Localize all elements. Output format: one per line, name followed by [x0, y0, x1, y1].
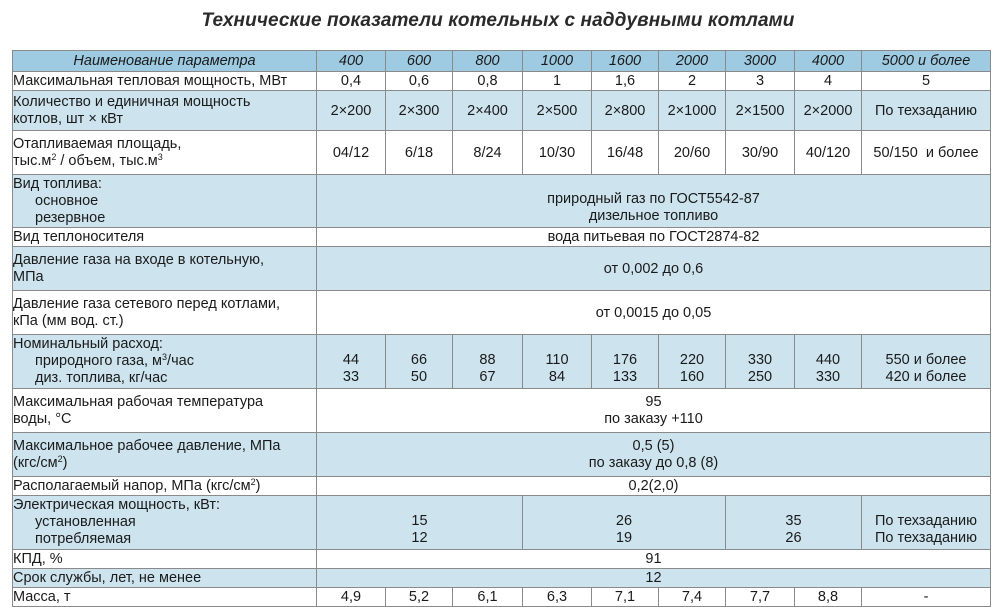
cell-line: по заказу до 0,8 (8): [588, 454, 719, 471]
cell: 4: [795, 72, 862, 91]
cell: 2×300: [386, 91, 453, 131]
row-label-line: [13, 455, 316, 472]
cell-line: 84: [548, 368, 566, 385]
row-label: [13, 291, 317, 335]
cell-line: 250: [747, 368, 773, 385]
table-row-power: [13, 72, 991, 91]
cell-line: 110: [545, 351, 569, 368]
row-label-line: Максимальное рабочее давление, МПа: [13, 437, 281, 454]
row-label-line: Давление газа на входе в котельную,: [13, 251, 265, 268]
cell: 10/30: [523, 131, 592, 175]
cell-line: природный газ по ГОСТ5542-87: [547, 191, 760, 207]
header-col: 800: [453, 51, 523, 72]
cell: [317, 335, 386, 389]
header-col: 3000: [726, 51, 795, 72]
cell: 0,8: [453, 72, 523, 91]
cell-line: 26: [785, 529, 802, 546]
merged-cell: [317, 496, 523, 550]
row-label: [13, 477, 317, 496]
row-label: Срок службы, лет, не менее: [13, 569, 317, 588]
cell: 20/60: [659, 131, 726, 175]
cell: 5: [862, 72, 991, 91]
merged-cell: [317, 175, 991, 228]
cell: 2×400: [453, 91, 523, 131]
cell-line: 50: [410, 368, 428, 385]
merged-cell: 12: [317, 569, 991, 588]
superscript: 2: [57, 453, 63, 464]
cell-line: 176: [612, 351, 638, 368]
row-label: КПД, %: [13, 550, 317, 569]
cell: [523, 335, 592, 389]
row-label-line: кПа (мм вод. ст.): [13, 312, 124, 329]
header-col: 1600: [592, 51, 659, 72]
cell-line: 26: [615, 512, 633, 529]
cell: 5,2: [386, 588, 453, 607]
label-part: / объем, тыс.м: [56, 152, 158, 169]
table-row-service: [13, 569, 991, 588]
cell: 8/24: [453, 131, 523, 175]
label-part: (кгс/см: [13, 454, 58, 471]
row-label-line: [13, 353, 316, 370]
row-label: [13, 496, 317, 550]
row-label: [13, 433, 317, 477]
cell: 4,9: [317, 588, 386, 607]
header-col: 1000: [523, 51, 592, 72]
cell: 7,1: [592, 588, 659, 607]
cell: 1,6: [592, 72, 659, 91]
cell: [592, 335, 659, 389]
row-label-line: воды, °С: [13, 410, 72, 427]
row-label: [13, 131, 317, 175]
table-row-gas-in: [13, 247, 991, 291]
cell-line: 33: [342, 368, 360, 385]
header-col: 400: [317, 51, 386, 72]
table-row-temp: [13, 389, 991, 433]
cell-line: 330: [747, 351, 773, 368]
cell: [659, 335, 726, 389]
cell: 8,8: [795, 588, 862, 607]
table-row-efficiency: [13, 550, 991, 569]
header-param: Наименование параметра: [13, 51, 317, 72]
row-label-line: Вид топлива:: [13, 175, 102, 192]
cell: 50/150 и более: [862, 131, 991, 175]
row-label-line: Давление газа сетевого перед котлами,: [13, 295, 281, 312]
row-label: [13, 389, 317, 433]
row-label-line: МПа: [13, 268, 44, 285]
cell: 7,4: [659, 588, 726, 607]
cell: 6,1: [453, 588, 523, 607]
cell-line: 15: [411, 512, 428, 529]
merged-cell: от 0,0015 до 0,05: [317, 291, 991, 335]
cell: 16/48: [592, 131, 659, 175]
cell: 2×2000: [795, 91, 862, 131]
cell-line: 440: [815, 351, 841, 368]
cell: [453, 335, 523, 389]
label-part: ): [255, 478, 261, 494]
cell: 2×1500: [726, 91, 795, 131]
cell: 30/90: [726, 131, 795, 175]
cell: [386, 335, 453, 389]
merged-cell: [317, 389, 991, 433]
label-part: тыс.м: [13, 152, 52, 169]
spec-table: [12, 50, 991, 607]
cell: 04/12: [317, 131, 386, 175]
merged-cell: вода питьевая по ГОСТ2874-82: [317, 228, 991, 247]
row-label-line: установленная: [35, 514, 136, 530]
row-label-line: Электрическая мощность, кВт:: [13, 497, 220, 513]
table-row-electric: [13, 496, 991, 550]
row-label-line: Максимальная рабочая температура: [13, 393, 264, 410]
cell-line: 160: [679, 368, 705, 385]
merged-cell: 0,2(2,0): [317, 477, 991, 496]
merged-cell: [523, 496, 726, 550]
label-part: Располагаемый напор, МПа (кгс/см: [13, 478, 251, 494]
superscript: 3: [162, 352, 168, 362]
page-title: Технические показатели котельных с наддувными котлами: [201, 10, 795, 31]
merged-cell: 91: [317, 550, 991, 569]
superscript: 3: [157, 151, 163, 162]
cell-line: по заказу +110: [604, 410, 703, 427]
row-label: Вид теплоносителя: [13, 228, 317, 247]
header-col: 4000: [795, 51, 862, 72]
cell-line: 35: [785, 512, 802, 529]
table-row-area: [13, 131, 991, 175]
table-row-gas-net: [13, 291, 991, 335]
cell: 2×1000: [659, 91, 726, 131]
cell-line: 88: [479, 351, 496, 368]
row-label: [13, 175, 317, 228]
row-label-line: Количество и единичная мощность: [13, 93, 251, 110]
table-row-boilers: [13, 91, 991, 131]
cell-line: 95: [645, 393, 662, 410]
cell: 7,7: [726, 588, 795, 607]
table-row-consumption: [13, 335, 991, 389]
header-col: 5000 и более: [862, 51, 991, 72]
row-label: [13, 91, 317, 131]
cell-line: 0,5 (5): [632, 437, 675, 454]
row-label-line: [13, 153, 316, 170]
table-row-fuel: [13, 175, 991, 228]
row-label-line: Номинальный расход:: [13, 336, 163, 352]
superscript: 2: [250, 477, 256, 487]
cell-line: По техзаданию: [874, 529, 978, 546]
cell-line: 220: [679, 351, 705, 368]
row-label-line: Отапливаемая площадь,: [13, 135, 182, 152]
cell: 0,6: [386, 72, 453, 91]
cell-line: 67: [479, 368, 496, 385]
cell-line: 420 и более: [885, 368, 967, 385]
row-label-line: резервное: [35, 209, 106, 226]
superscript: 2: [51, 151, 57, 162]
cell-line: По техзаданию: [874, 512, 978, 529]
row-label-line: основное: [35, 192, 99, 209]
label-part: природного газа, м: [35, 353, 163, 369]
cell-line: 330: [815, 368, 841, 385]
label-part: /час: [167, 353, 194, 369]
table-row-mass: [13, 588, 991, 607]
cell-line: 133: [612, 368, 638, 385]
cell: 2×800: [592, 91, 659, 131]
cell: 3: [726, 72, 795, 91]
cell: 6,3: [523, 588, 592, 607]
cell-line: дизельное топливо: [588, 208, 719, 224]
cell: [795, 335, 862, 389]
cell-line: 550 и более: [885, 351, 967, 368]
cell: [862, 496, 991, 550]
cell: 40/120: [795, 131, 862, 175]
row-label-line: котлов, шт × кВт: [13, 110, 123, 127]
row-label: [13, 335, 317, 389]
table-row-pressure: [13, 433, 991, 477]
label-part: ): [62, 454, 68, 471]
merged-cell: [317, 433, 991, 477]
merged-cell: [726, 496, 862, 550]
cell: 6/18: [386, 131, 453, 175]
cell: По техзаданию: [862, 91, 991, 131]
header-col: 600: [386, 51, 453, 72]
cell-line: 19: [615, 529, 633, 546]
header-row: [13, 51, 991, 72]
row-label: Масса, т: [13, 588, 317, 607]
cell: 0,4: [317, 72, 386, 91]
cell-line: 12: [411, 529, 428, 546]
header-col: 2000: [659, 51, 726, 72]
cell: [862, 335, 991, 389]
row-label: Максимальная тепловая мощность, МВт: [13, 72, 317, 91]
cell: [726, 335, 795, 389]
cell: 1: [523, 72, 592, 91]
cell: 2×500: [523, 91, 592, 131]
cell: -: [862, 588, 991, 607]
cell: 2×200: [317, 91, 386, 131]
cell-line: 44: [342, 351, 360, 368]
table-row-carrier: [13, 228, 991, 247]
row-label: [13, 247, 317, 291]
cell: 2: [659, 72, 726, 91]
row-label-line: диз. топлива, кг/час: [35, 370, 168, 386]
cell-line: 66: [410, 351, 428, 368]
table-row-head: [13, 477, 991, 496]
row-label-line: потребляемая: [35, 531, 132, 547]
merged-cell: от 0,002 до 0,6: [317, 247, 991, 291]
